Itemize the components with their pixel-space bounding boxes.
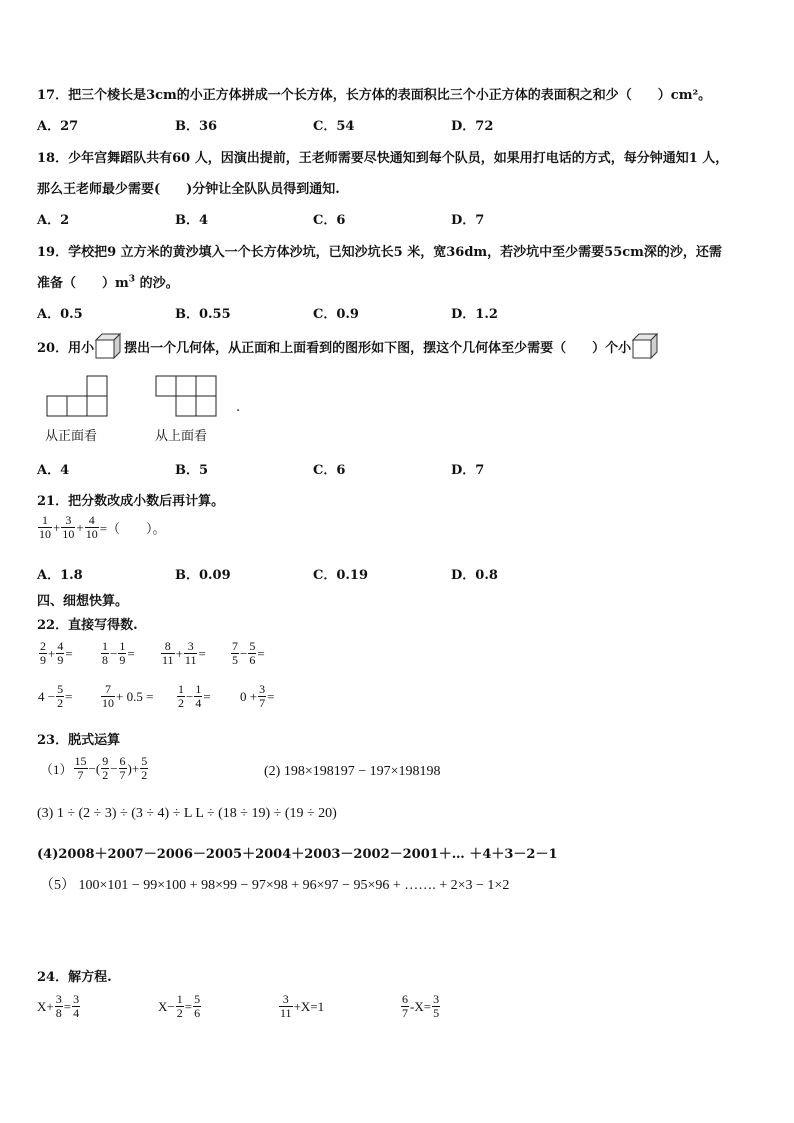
q17-option-a[interactable]: A．27	[37, 119, 79, 134]
q18-option-a[interactable]: A．2	[37, 213, 70, 228]
q23-part-2: (2) 198×198197 − 197×198198	[264, 764, 441, 779]
q19-line2-text: 准备（ ）m	[37, 276, 129, 291]
q24-equation-2: X− $\frac{1}{2}$ = $\frac{5}{6}$	[158, 992, 201, 1020]
q19-option-d[interactable]: D．1.2	[451, 307, 498, 322]
q18-option-b[interactable]: B．4	[175, 213, 209, 228]
q20-stem	[37, 332, 661, 360]
q21-option-b[interactable]: B．0.09	[175, 568, 231, 583]
label-top-view: 从上面看	[155, 429, 208, 444]
fraction: 3 10	[62, 513, 75, 541]
q22-expr-4: 7 5 − $\frac{5}{6}$ =	[232, 639, 265, 667]
q19-line2-tail: 的沙。	[139, 276, 179, 291]
q21-option-a[interactable]: A．1.8	[37, 568, 83, 583]
section-heading: 四、细想快算。	[37, 594, 129, 609]
q22-expr-2: 1 8 − $\frac{1}{9}$ =	[102, 639, 135, 667]
q20-option-d[interactable]: D．7	[451, 463, 485, 478]
q21-tail: =（ ）。	[99, 521, 166, 536]
fraction: 1 10	[39, 513, 51, 541]
q22-expr-6: 7 10 + 0.5 =	[102, 682, 154, 710]
q22-expr-7: 1 2 − $\frac{1}{4}$ =	[178, 682, 211, 710]
q17-option-b[interactable]: B．36	[175, 119, 218, 134]
q21-expression: 1 10 + 3 10 + $\frac{4}{10}$ =（ ）。	[39, 513, 166, 541]
q19-stem-line1: 19．学校把9 立方米的黄沙填入一个长方体沙坑，已知沙坑长5 米，宽36dm，若沙坑中至少需要55cm深的沙，还需	[37, 245, 722, 260]
label-front-view: 从正面看	[45, 429, 98, 444]
q19-option-b[interactable]: B．0.55	[175, 307, 231, 322]
q23-stem: 23．脱式运算	[37, 733, 121, 748]
q19-option-a[interactable]: A．0.5	[37, 307, 83, 322]
cube-icon	[94, 332, 124, 360]
q20-option-c[interactable]: C．6	[313, 463, 346, 478]
q20-prefix: 20．用小	[37, 340, 95, 356]
q22-expr-5: 4 − $\frac{5}{2}$ =	[38, 682, 73, 710]
q21-stem: 21．把分数改成小数后再计算。	[37, 494, 225, 509]
q22-stem: 22．直接写得数.	[37, 618, 138, 633]
q23-part-1: （1） 15 7 −( 9 2 − $\frac{6}{7}$ )+ $\frac{5}{2}$	[40, 754, 148, 782]
q20-trailing-dot: .	[236, 400, 241, 415]
q22-expr-3: 8 11 + $\frac{3}{11}$ =	[162, 639, 206, 667]
q18-option-d[interactable]: D．7	[451, 213, 485, 228]
q20-middle-text: 摆出一个几何体，从正面和上面看到的图形如下图，摆这个几何体至少需要（ ）个小	[124, 340, 632, 356]
q20-option-b[interactable]: B．5	[175, 463, 209, 478]
q17-stem: 17．把三个棱长是3cm的小正方体拼成一个长方体，长方体的表面积比三个小正方体的表面积之和少（ ）cm²。	[37, 88, 712, 103]
q17-option-c[interactable]: C．54	[313, 119, 355, 134]
q19-stem-line2	[37, 272, 179, 291]
top-view-figure	[155, 374, 219, 418]
q17-option-d[interactable]: D．72	[451, 119, 494, 134]
front-view-figure	[46, 374, 110, 418]
q24-stem: 24．解方程.	[37, 970, 112, 985]
q24-equation-1: X+ $\frac{3}{8}$ = $\frac{3}{4}$	[37, 992, 80, 1020]
fraction: $\frac{4}{10}$	[85, 513, 98, 541]
q23-part-3: (3) 1 ÷ (2 ÷ 3) ÷ (3 ÷ 4) ÷ L L ÷ (18 ÷ 19) ÷ (19 ÷ 20)	[37, 806, 337, 821]
q23-part-4: (4)2008＋2007－2006－2005＋2004＋2003－2002－2001＋… ＋4＋3－2－1	[37, 847, 558, 862]
q22-expr-8: 0 + $\frac{3}{7}$ =	[240, 682, 275, 710]
q23-part-5: （5） 100×101 − 99×100 + 98×99 − 97×98 + 96×97 − 95×96 + ……. + 2×3 − 1×2	[40, 878, 510, 893]
q24-equation-3: 3 11 +X=1	[280, 992, 325, 1020]
q24-equation-4: 6 7 -X= $\frac{3}{5}$	[402, 992, 440, 1020]
cube-icon	[631, 332, 661, 360]
q18-option-c[interactable]: C．6	[313, 213, 346, 228]
q19-option-c[interactable]: C．0.9	[313, 307, 359, 322]
q18-stem-line2: 那么王老师最少需要( )分钟让全队队员得到通知.	[37, 182, 340, 197]
q19-unit-superscript: 3	[128, 274, 136, 285]
q22-expr-1: 2 9 + $\frac{4}{9}$ =	[40, 639, 73, 667]
q20-option-a[interactable]: A．4	[37, 463, 70, 478]
q21-option-c[interactable]: C．0.19	[313, 568, 369, 583]
q21-option-d[interactable]: D．0.8	[451, 568, 498, 583]
q18-stem-line1: 18．少年宫舞蹈队共有60 人，因演出提前，王老师需要尽快通知到每个队员，如果用打电话的方式，每分钟通知1 人，	[37, 151, 729, 166]
